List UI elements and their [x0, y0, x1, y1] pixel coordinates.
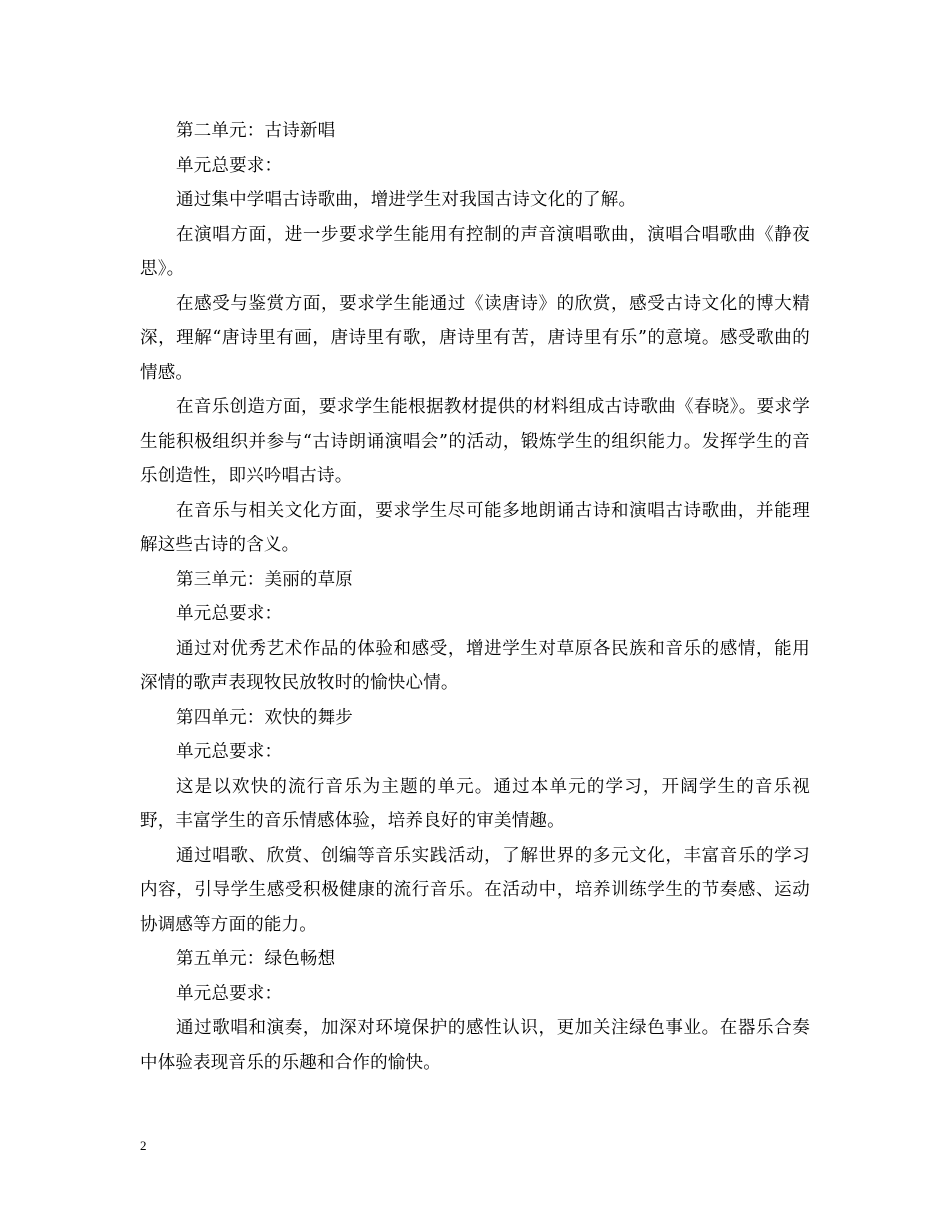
unit-4-paragraph: 通过唱歌、欣赏、创编等音乐实践活动，了解世界的多元文化，丰富音乐的学习内容，引导学生感受积极健康的流行音乐。在活动中，培养训练学生的节奏感、运动协调感等方面的能力。 — [140, 845, 810, 935]
unit-2-paragraph: 在音乐创造方面，要求学生能根据教材提供的材料组成古诗歌曲《春晓》。要求学生能积极组织并参与“古诗朗诵演唱会”的活动，锻炼学生的组织能力。发挥学生的音乐创造性，即兴吟唱古诗。 — [140, 397, 810, 486]
unit-3-paragraph: 通过对优秀艺术作品的体验和感受，增进学生对草原各民族和音乐的感情，能用深情的歌声表现牧民放牧时的愉快心情。 — [140, 638, 810, 693]
unit-2-heading: 第二单元：古诗新唱 — [176, 121, 336, 141]
unit-5-heading: 第五单元：绿色畅想 — [176, 949, 336, 969]
page-number: 2 — [140, 1138, 147, 1153]
unit-5-paragraph: 通过歌唱和演奏，加深对环境保护的感性认识，更加关注绿色事业。在器乐合奏中体验表现音乐的乐趣和合作的愉快。 — [140, 1018, 810, 1073]
unit-2-requirements-label: 单元总要求： — [176, 155, 283, 176]
unit-2-paragraph: 在演唱方面，进一步要求学生能用有控制的声音演唱歌曲，演唱合唱歌曲《静夜思》。 — [140, 224, 810, 279]
unit-2-paragraph: 通过集中学唱古诗歌曲，增进学生对我国古诗文化的了解。 — [176, 190, 637, 210]
unit-4-paragraph: 这是以欢快的流行音乐为主题的单元。通过本单元的学习，开阔学生的音乐视野，丰富学生的音乐情感体验，培养良好的审美情趣。 — [140, 776, 810, 831]
unit-2-paragraph: 在感受与鉴赏方面，要求学生能通过《读唐诗》的欣赏，感受古诗文化的博大精深，理解“唐诗里有画，唐诗里有歌，唐诗里有苦，唐诗里有乐”的意境。感受歌曲的情感。 — [140, 293, 810, 383]
unit-4-requirements-label: 单元总要求： — [176, 742, 283, 762]
unit-3-heading: 第三单元：美丽的草原 — [176, 569, 353, 590]
unit-5-requirements-label: 单元总要求： — [176, 983, 283, 1004]
unit-4-heading: 第四单元：欢快的舞步 — [176, 707, 353, 728]
unit-2-paragraph: 在音乐与相关文化方面，要求学生尽可能多地朗诵古诗和演唱古诗歌曲，并能理解这些古诗的含义。 — [140, 500, 810, 555]
unit-3-requirements-label: 单元总要求： — [176, 604, 283, 624]
document-body — [140, 114, 810, 1080]
